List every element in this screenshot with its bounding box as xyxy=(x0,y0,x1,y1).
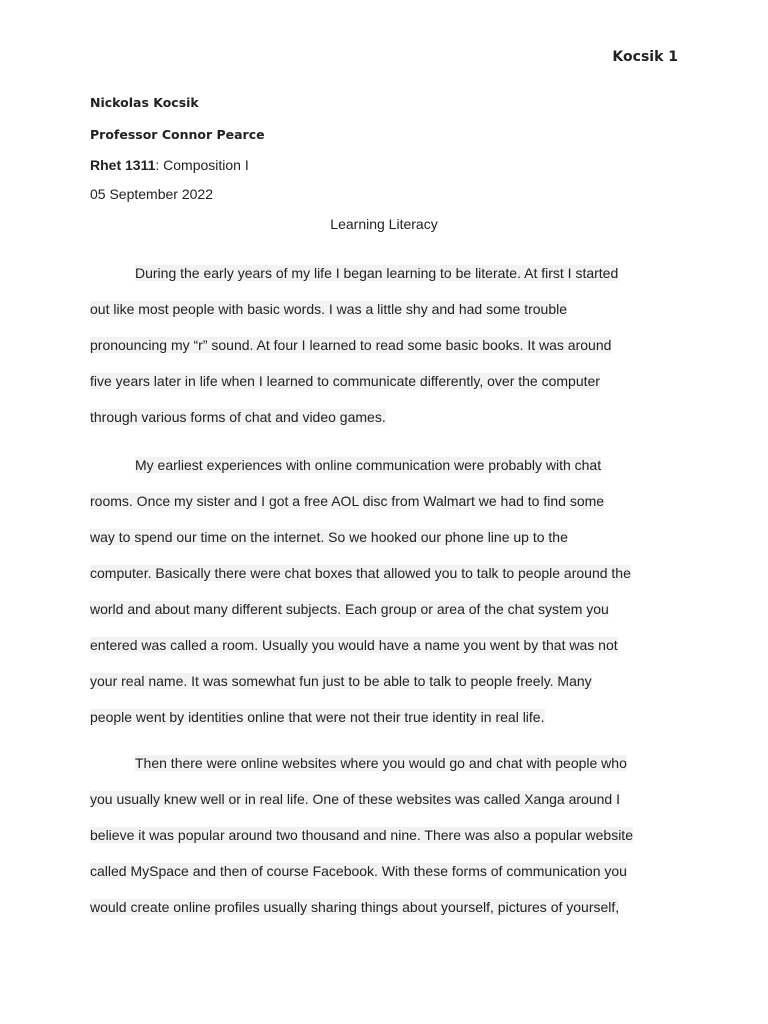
line-text: would create online profiles usually sharing things about yourself, pictures of yourself, xyxy=(90,899,620,915)
line-text: out like most people with basic words. I was a little shy and had some trouble xyxy=(90,301,568,317)
line-text: My earliest experiences with online communication were probably with chat xyxy=(135,457,602,473)
document-title: Learning Literacy xyxy=(330,216,438,232)
text-line xyxy=(90,745,690,781)
line-text: believe it was popular around two thousand and nine. There was also a popular website xyxy=(90,827,633,843)
line-text: During the early years of my life I began learning to be literate. At first I started xyxy=(135,265,619,281)
author-name: Nickolas Kocsik xyxy=(90,95,199,110)
course-line xyxy=(90,157,249,173)
line-text: world and about many different subjects. Each group or area of the chat system you xyxy=(90,601,609,617)
text-line xyxy=(90,889,690,925)
line-text: you usually knew well or in real life. One of these websites was called Xanga around I xyxy=(90,791,620,807)
line-text: way to spend our time on the internet. So we hooked our phone line up to the xyxy=(90,529,568,545)
line-text: five years later in life when I learned to communicate differently, over the computer xyxy=(90,373,600,389)
text-line xyxy=(90,627,690,663)
paragraph-2 xyxy=(90,447,690,735)
text-line xyxy=(90,447,690,483)
line-text: entered was called a room. Usually you would have a name you went by that was not xyxy=(90,637,618,653)
line-text: rooms. Once my sister and I got a free AOL disc from Walmart we had to find some xyxy=(90,493,605,509)
text-line xyxy=(90,853,690,889)
course-name: : Composition I xyxy=(155,157,249,173)
line-text: through various forms of chat and video games. xyxy=(90,409,386,425)
page-header-label: Kocsik 1 xyxy=(612,49,678,65)
text-line xyxy=(90,555,690,591)
line-text: your real name. It was somewhat fun just to be able to talk to people freely. Many xyxy=(90,673,592,689)
text-line xyxy=(90,699,690,735)
paragraph-1 xyxy=(90,255,690,435)
text-line xyxy=(90,817,690,853)
text-line xyxy=(90,363,690,399)
line-text: people went by identities online that were not their true identity in real life. xyxy=(90,709,545,725)
text-line xyxy=(90,591,690,627)
text-line xyxy=(90,327,690,363)
line-text: Then there were online websites where you would go and chat with people who xyxy=(135,755,627,771)
document-date: 05 September 2022 xyxy=(90,186,213,202)
line-text: called MySpace and then of course Facebook. With these forms of communication you xyxy=(90,863,627,879)
text-line xyxy=(90,399,690,435)
text-line xyxy=(90,519,690,555)
course-code: Rhet 1311 xyxy=(90,157,156,173)
text-line xyxy=(90,483,690,519)
text-line xyxy=(90,663,690,699)
line-text: computer. Basically there were chat boxes that allowed you to talk to people around the xyxy=(90,565,631,581)
text-line xyxy=(90,781,690,817)
paragraph-3 xyxy=(90,745,690,925)
line-text: pronouncing my “r” sound. At four I learned to read some basic books. It was around xyxy=(90,337,612,353)
professor-name: Professor Connor Pearce xyxy=(90,127,265,142)
text-line xyxy=(90,255,690,291)
text-line xyxy=(90,291,690,327)
